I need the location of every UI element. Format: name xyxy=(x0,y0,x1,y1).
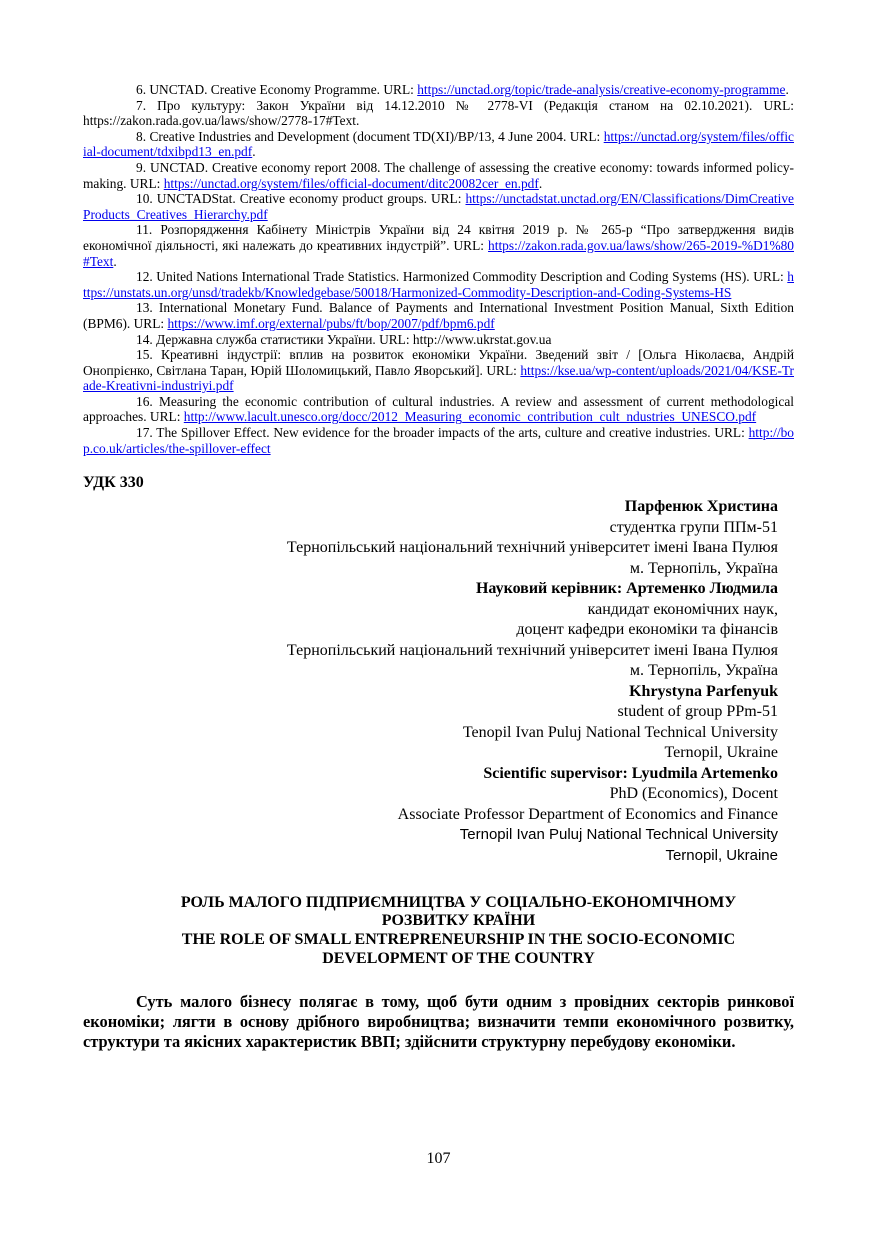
reference-punct: . xyxy=(252,144,256,160)
reference-punct: . xyxy=(785,82,789,97)
page-number: 107 xyxy=(426,1150,451,1167)
supervisor-position-uk: доцент кафедри економіки та фінансів xyxy=(516,621,778,639)
supervisor-en: Scientific supervisor: Lyudmila Artemenko xyxy=(483,764,778,782)
reference-text: 8. Creative Industries and Development (document TD(XI)/BP/13, 4 June 2004. URL: xyxy=(136,128,604,144)
supervisor-university-en: Ternopil Ivan Puluj National Technical University xyxy=(459,826,778,844)
reference-text: 10. UNCTADStat. Creative economy product groups. URL: xyxy=(136,191,466,207)
reference-punct: . xyxy=(538,175,543,191)
reference-item xyxy=(83,269,794,300)
udk-code: УДК 330 xyxy=(83,474,144,492)
supervisor-uk: Науковий керівник: Артеменко Людмила xyxy=(475,580,778,598)
supervisor-position-en: Associate Professor Department of Economics and Finance xyxy=(397,805,778,823)
reference-item xyxy=(83,129,794,160)
reference-link[interactable]: https://www.imf.org/external/pubs/ft/bop/2007/pdf/bpm6.pdf xyxy=(167,315,495,331)
title-uk-line1: РОЛЬ МАЛОГО ПІДПРИЄМНИЦТВА У СОЦІАЛЬНО-ЕКОНОМІЧНОМУ xyxy=(180,894,737,912)
title-en-line2: DEVELOPMENT OF THE COUNTRY xyxy=(322,950,595,968)
reference-text: 7. Про культуру: Закон України від 14.12.2010 № 2778-VI (Редакція станом на 02.10.2021). URL: https://zakon.rada.gov.ua/laws/show/2778-17#Text. xyxy=(83,97,794,129)
reference-item xyxy=(83,222,794,269)
author-block xyxy=(83,497,794,866)
reference-text: 13. International Monetary Fund. Balance of Payments and International Investment Position Manual, Sixth Edition (BPM6). URL: xyxy=(83,300,794,331)
reference-link[interactable]: http://www.lacult.unesco.org/docc/2012_Measuring_economic_contribution_cult_ndustries_UNESCO.pdf xyxy=(183,409,757,425)
reference-text: 11. Розпорядження Кабінету Міністрів України від 24 квітня 2019 р. № 265-р “Про затвердження видів економічної діяльності, які належать до креативних індустрій”. URL: xyxy=(83,222,794,253)
reference-item xyxy=(83,160,794,191)
title-en-line1: THE ROLE OF SMALL ENTREPRENEURSHIP IN THE SOCIO-ECONOMIC xyxy=(181,931,736,949)
reference-punct: . xyxy=(113,253,117,269)
reference-item xyxy=(83,82,794,98)
author-status-en: student of group PPm-51 xyxy=(617,703,778,721)
reference-text: 16. Measuring the economic contribution of cultural industries. A review and assessment of current methodological approaches. URL: xyxy=(83,393,794,425)
supervisor-degree-uk: кандидат економічних наук, xyxy=(587,600,778,618)
abstract-paragraph: Суть малого бізнесу полягає в тому, щоб бути одним з провідних секторів ринкової економіки; лягти в основу дрібного виробництва; визначити темпи економічного розвитку, структури та якісних характеристик ВВП; здійснити структурну перебудову економіки. xyxy=(83,992,794,1052)
author-name-en: Khrystyna Parfenyuk xyxy=(629,682,778,700)
reference-text: 14. Державна служба статистики України. URL: http://www.ukrstat.gov.ua xyxy=(136,331,552,347)
reference-link[interactable]: https://unctad.org/topic/trade-analysis/creative-economy-programme xyxy=(417,82,786,97)
author-status-uk: студентка групи ППм-51 xyxy=(609,518,778,536)
reference-item xyxy=(83,347,794,394)
reference-text: 9. UNCTAD. Creative economy report 2008. The challenge of assessing the creative economy: towards informed policy-making. URL: xyxy=(83,159,794,191)
reference-list xyxy=(83,82,794,456)
reference-text: 6. UNCTAD. Creative Economy Programme. URL: xyxy=(136,82,418,97)
reference-link[interactable]: http://bop.co.uk/articles/the-spillover-effect xyxy=(83,425,794,456)
reference-link[interactable]: https://unctad.org/system/files/official-document/tdxibpd13_en.pdf xyxy=(83,128,794,160)
reference-text: 17. The Spillover Effect. New evidence for the broader impacts of the arts, culture and creative industries. URL: xyxy=(136,425,749,441)
article-title-uk xyxy=(83,894,794,930)
supervisor-degree-en: PhD (Economics), Docent xyxy=(609,785,778,803)
reference-link[interactable]: https://unctad.org/system/files/official-document/ditc20082cer_en.pdf xyxy=(163,175,539,191)
reference-link[interactable]: https://unctadstat.unctad.org/EN/Classifications/DimCreativeProducts_Creatives_Hierarchy.pdf xyxy=(83,191,794,222)
article-title-en xyxy=(83,930,794,968)
author-city-uk: м. Тернопіль, Україна xyxy=(629,559,778,577)
supervisor-university-uk: Тернопільський національний технічний університет імені Івана Пулюя xyxy=(286,641,778,659)
reference-text: 12. United Nations International Trade Statistics. Harmonized Commodity Description and Coding Systems (HS). URL: xyxy=(136,269,788,285)
reference-link[interactable]: https://kse.ua/wp-content/uploads/2021/04/KSE-Trade-Kreativni-industriyi.pdf xyxy=(83,362,794,394)
reference-text: 15. Креативні індустрії: вплив на розвиток економіки України. Зведений звіт / [Ольга Ніколаєва, Андрій Онопрієнко, Світлана Таран, Юрій Шоломицький, Павло Яворський]. URL: xyxy=(83,347,794,378)
author-university-en: Tenopil Ivan Puluj National Technical University xyxy=(462,723,778,741)
reference-link[interactable]: https://zakon.rada.gov.ua/laws/show/265-2019-%D1%80#Text xyxy=(83,237,794,269)
author-city-en: Ternopil, Ukraine xyxy=(664,744,778,762)
title-uk-line2: РОЗВИТКУ КРАЇНИ xyxy=(381,912,536,930)
reference-item xyxy=(83,191,794,222)
supervisor-city-en: Ternopil, Ukraine xyxy=(665,846,778,864)
reference-item xyxy=(83,394,794,425)
supervisor-city-uk: м. Тернопіль, Україна xyxy=(629,662,778,680)
reference-item xyxy=(83,98,794,129)
page-content xyxy=(83,82,794,1069)
reference-link[interactable]: https://unstats.un.org/unsd/tradekb/Knowledgebase/50018/Harmonized-Commodity-Description-and-Coding-Systems-HS xyxy=(83,269,794,300)
reference-item xyxy=(83,300,794,331)
author-name-uk: Парфенюк Христина xyxy=(624,498,778,516)
reference-item xyxy=(83,332,794,348)
author-university-uk: Тернопільський національний технічний університет імені Івана Пулюя xyxy=(286,539,778,557)
reference-item xyxy=(83,425,794,456)
